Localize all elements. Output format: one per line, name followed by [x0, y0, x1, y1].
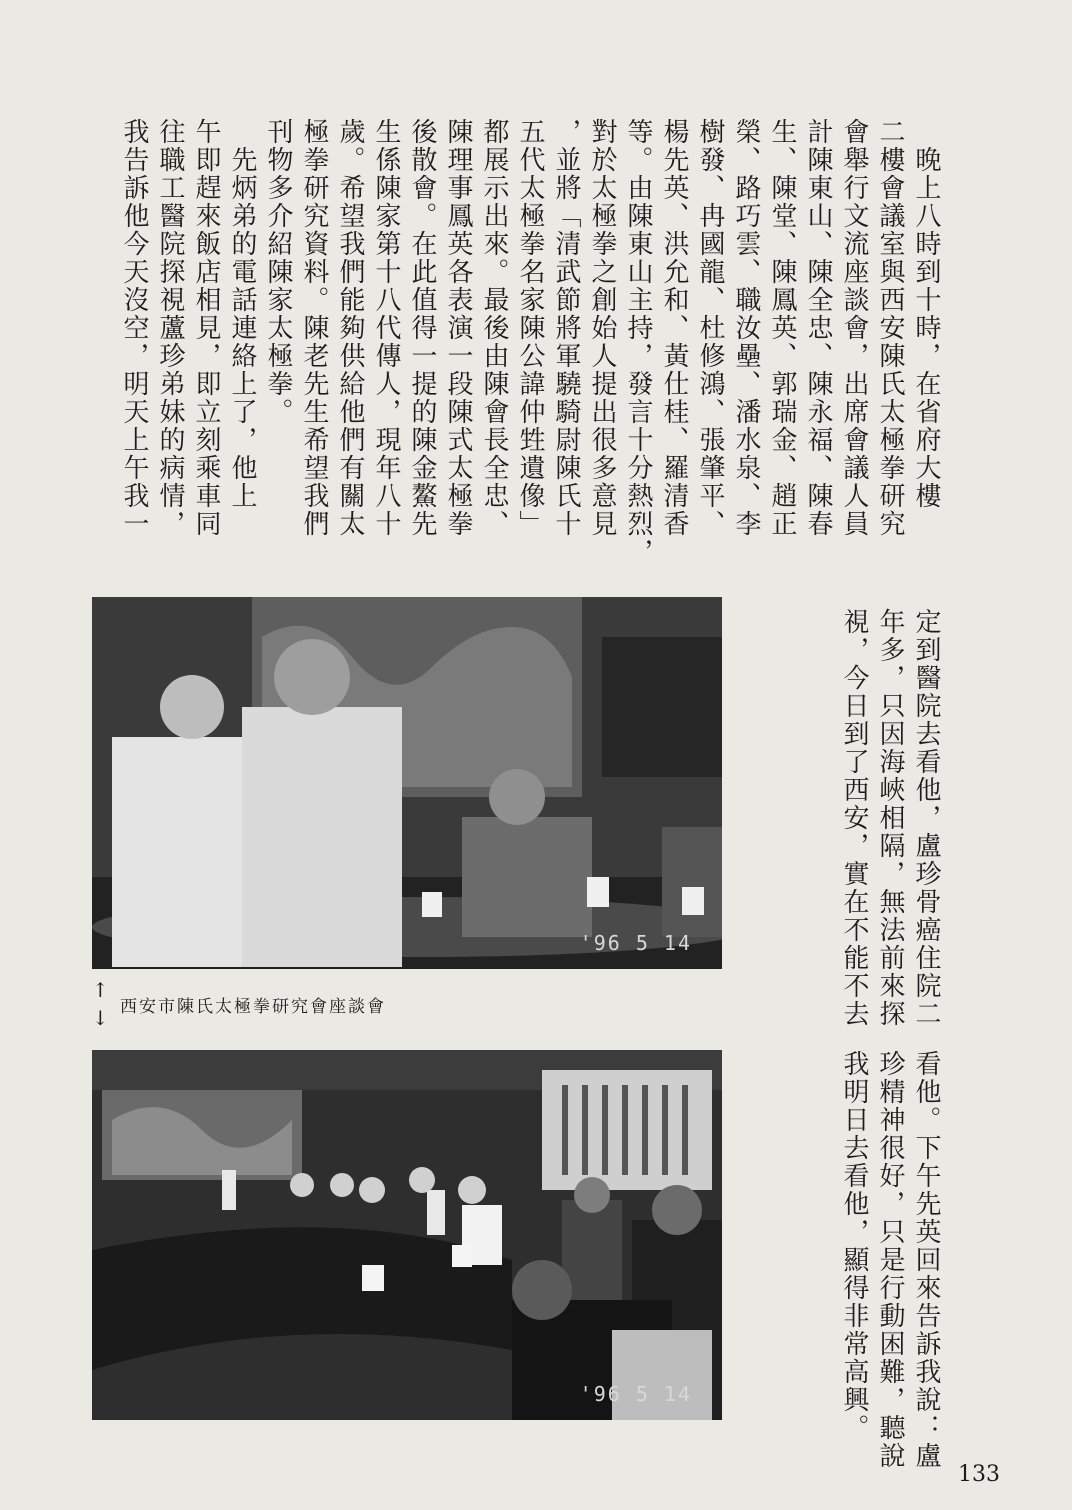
body-text-top — [116, 118, 944, 588]
body-text-top-column: 後散會。在此值得一提的陳金鰲先 — [407, 118, 437, 538]
body-text-top-column: 我告訴他今天沒空，明天上午我一 — [119, 118, 149, 538]
arrow-up-icon: ↑ — [92, 978, 109, 1002]
meeting-photo-top-image — [92, 597, 722, 969]
body-text-middle-column: 定到醫院去看他，盧珍骨癌住院二 — [911, 608, 941, 1028]
body-text-top-column: 極拳研究資料。陳老先生希望我們 — [299, 118, 329, 538]
body-text-top-column: 陳理事鳳英各表演一段陳式太極拳 — [443, 118, 473, 538]
body-text-top-column: 都展示出來。最後由陳會長全忠、 — [479, 118, 509, 538]
meeting-photo-bottom-image — [92, 1050, 722, 1420]
body-text-top-column: ，並將「清武節將軍驍騎尉陳氏十 — [551, 118, 581, 538]
caption-text: 西安市陳氏太極拳研究會座談會 — [120, 997, 386, 1017]
page-number: 133 — [958, 1462, 1000, 1487]
body-text-top-column: 榮、路巧雲、職汝壘、潘水泉、李 — [731, 118, 761, 538]
body-text-bottom-column: 我明日去看他，顯得非常高興。 — [839, 1050, 869, 1442]
arrow-down-icon: ↓ — [92, 1006, 109, 1030]
body-text-top-column: 對於太極拳之創始人提出很多意見 — [587, 118, 617, 538]
body-text-top-column: 等。由陳東山主持，發言十分熱烈， — [623, 118, 653, 566]
body-text-top-column: 楊先英、洪允和、黃仕桂、羅清香 — [659, 118, 689, 538]
meeting-photo-bottom — [92, 1050, 722, 1420]
body-text-middle — [836, 608, 944, 1028]
body-text-top-column: 計陳東山、陳全忠、陳永福、陳春 — [803, 118, 833, 538]
meeting-photo-top — [92, 597, 722, 969]
body-text-top-column: 歲。希望我們能夠供給他們有關太 — [335, 118, 365, 538]
body-text-top-column: 午即趕來飯店相見，即立刻乘車同 — [191, 118, 221, 538]
body-text-middle-column: 視，今日到了西安，實在不能不去 — [839, 608, 869, 1028]
body-text-top-column: 樹發、冉國龍、杜修鴻、張肇平、 — [695, 118, 725, 538]
body-text-top-column: 晚上八時到十時，在省府大樓 — [911, 118, 941, 510]
body-text-top-column: 生係陳家第十八代傳人，現年八十 — [371, 118, 401, 538]
body-text-top-column: 先炳弟的電話連絡上了，他上 — [227, 118, 257, 510]
body-text-top-column: 五代太極拳名家陳公諱仲甡遺像」 — [515, 118, 545, 538]
body-text-bottom-column: 珍精神很好，只是行動困難，聽說 — [875, 1050, 905, 1470]
body-text-bottom-column: 看他。下午先英回來告訴我說：盧 — [911, 1050, 941, 1470]
body-text-bottom — [836, 1050, 944, 1470]
photo-date-stamp-bottom: '96 5 14 — [579, 1382, 692, 1406]
body-text-top-column: 刊物多介紹陳家太極拳。 — [263, 118, 293, 426]
photo-caption — [92, 980, 612, 1030]
body-text-top-column: 往職工醫院探視蘆珍弟妹的病情， — [155, 118, 185, 538]
body-text-top-column: 二樓會議室與西安陳氏太極拳研究 — [875, 118, 905, 538]
body-text-top-column: 會舉行文流座談會，出席會議人員 — [839, 118, 869, 538]
body-text-top-column: 生、陳堂、陳鳳英、郭瑞金、趙正 — [767, 118, 797, 538]
photo-date-stamp-top: '96 5 14 — [579, 931, 692, 955]
body-text-middle-column: 年多，只因海峽相隔，無法前來探 — [875, 608, 905, 1028]
